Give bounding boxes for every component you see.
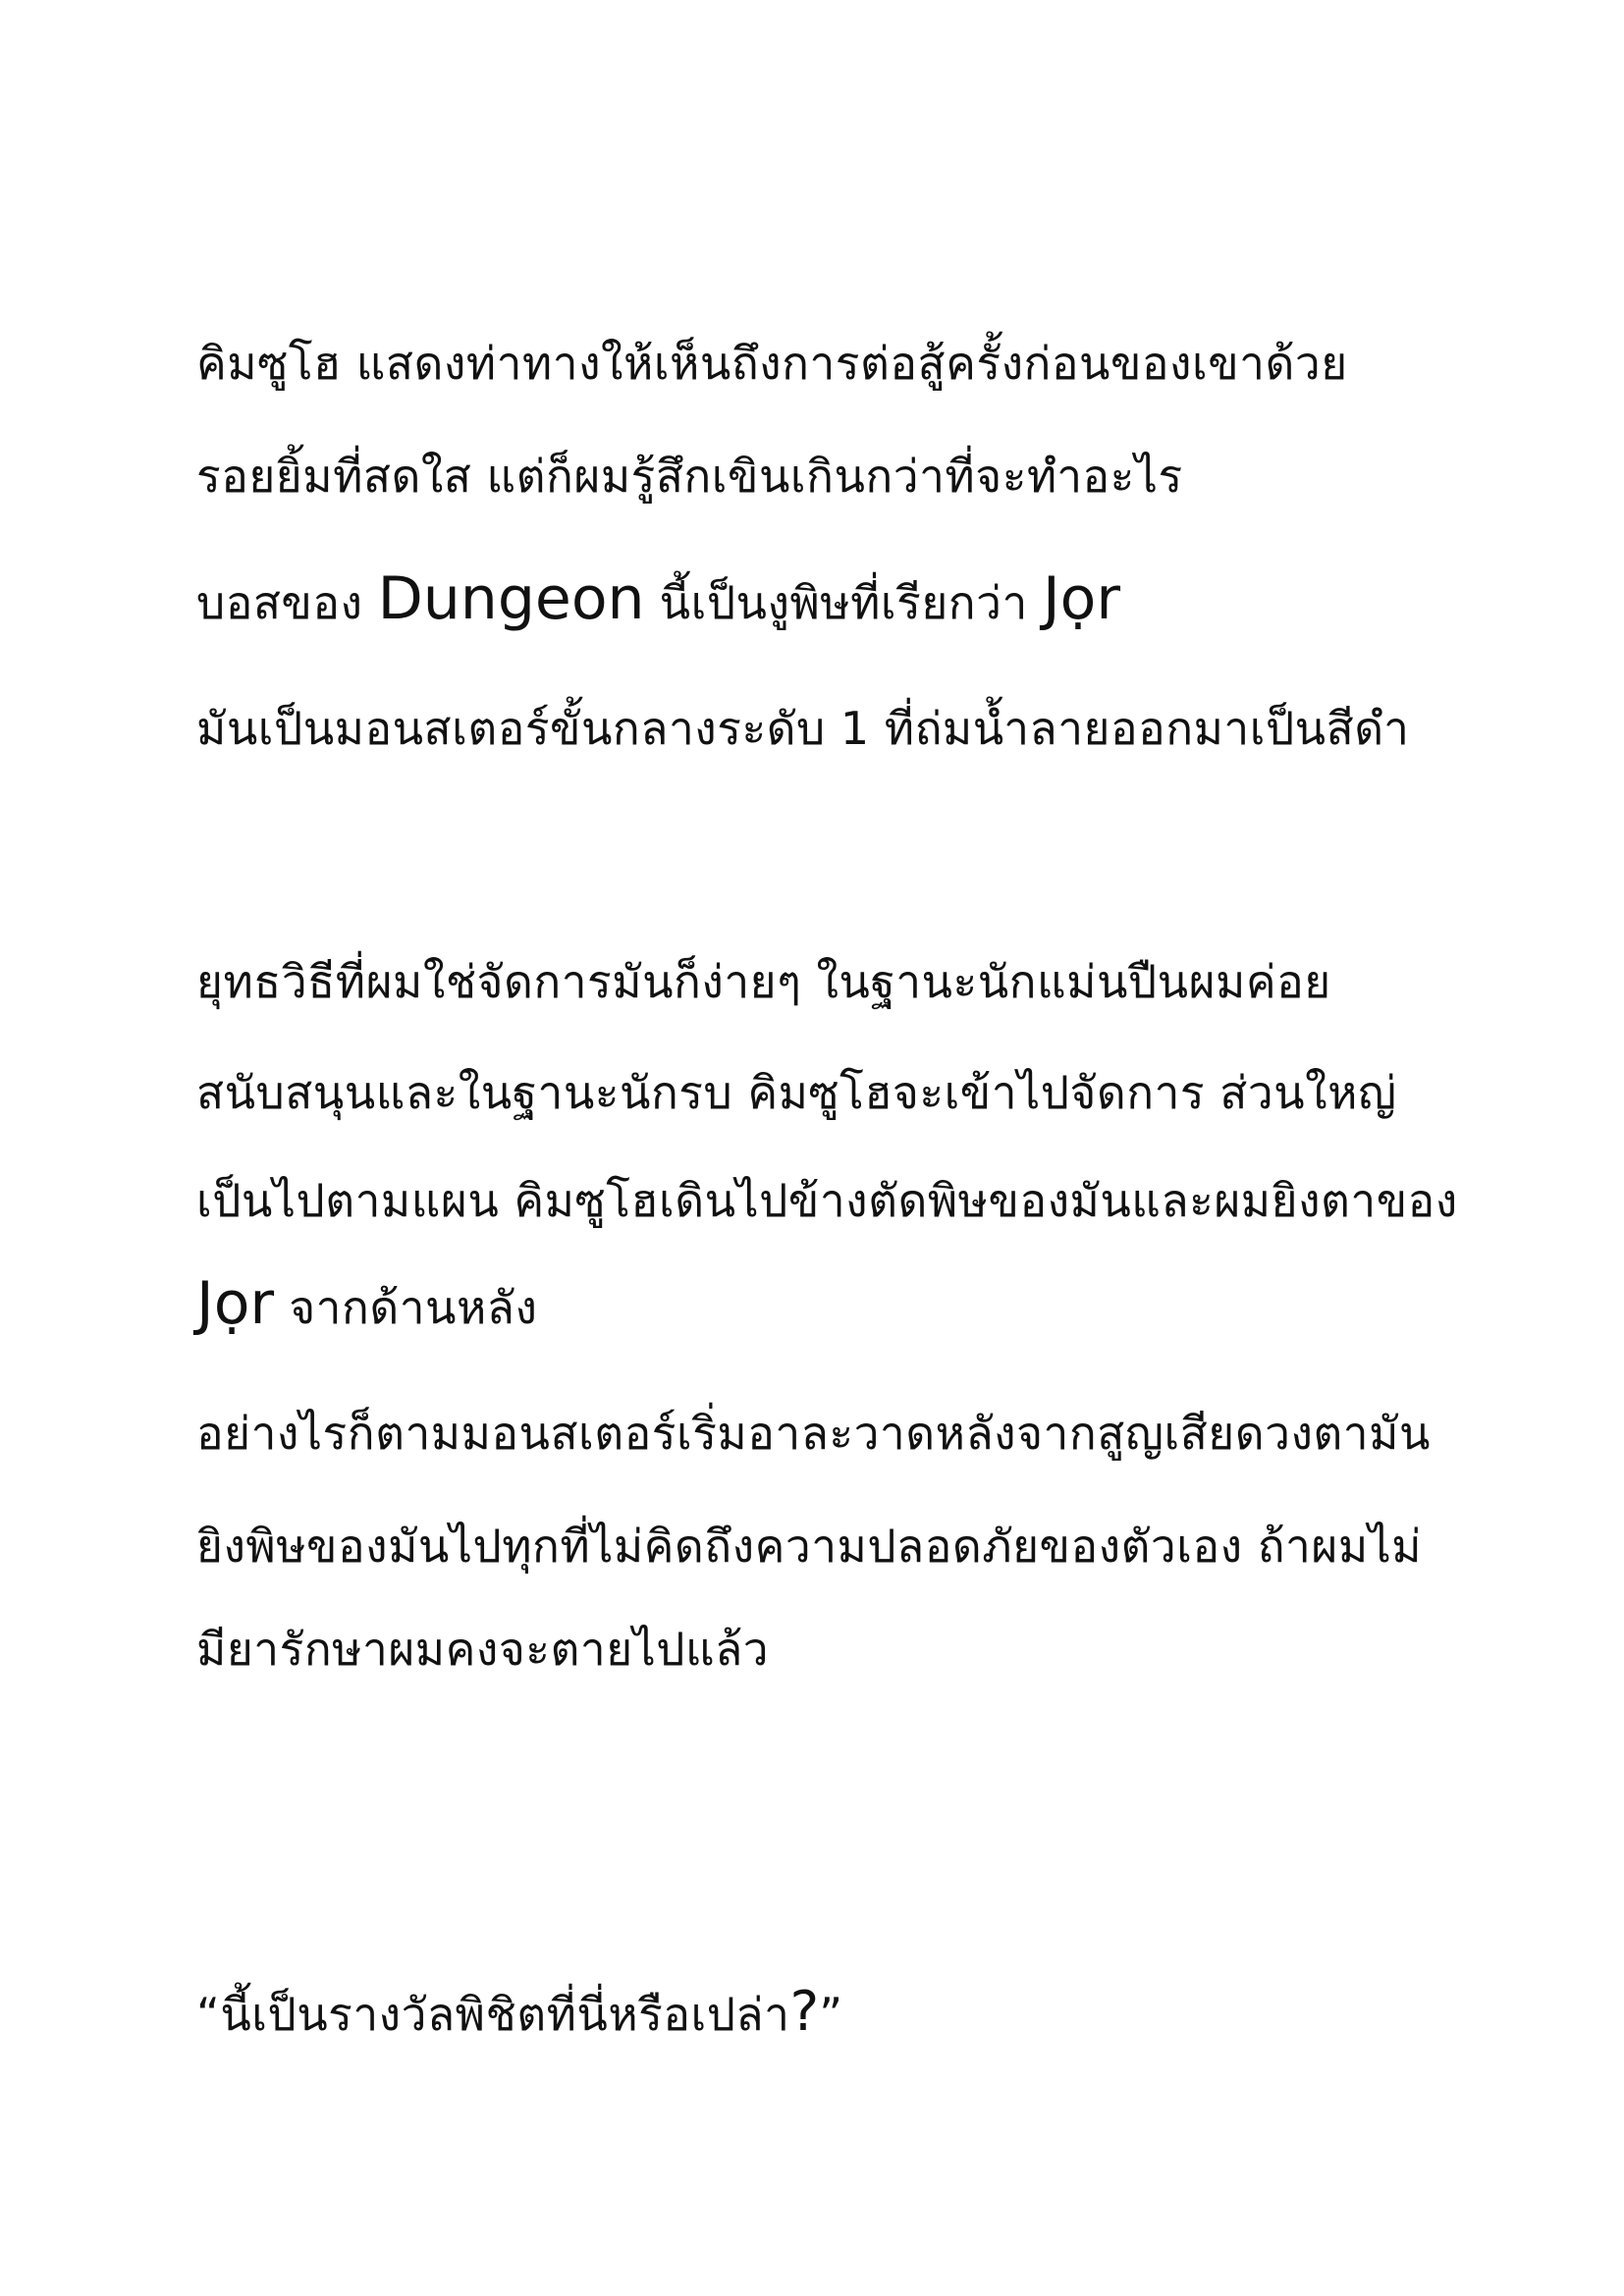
text-line <box>196 699 1409 758</box>
text-line <box>196 1063 1397 1122</box>
text-run: คิมซูโฮ แสดงท่าทางให้เห็นถึงการต่อสู้ครั้งก่อนของเขาด้วย <box>196 337 1348 390</box>
text-line <box>196 1620 769 1679</box>
text-run: เป็นไปตามแผน คิมซูโฮเดินไปข้างตัดพิษของมันและผมยิงตาของ <box>196 1174 1458 1227</box>
latin-word: Dungeon <box>377 564 645 633</box>
text-line <box>196 447 1183 506</box>
text-run: มันเป็นมอนสเตอร์ขั้นกลางระดับ 1 ที่ถ่มน้ำลายออกมาเป็นสีดำ <box>196 702 1410 755</box>
text-line <box>196 334 1348 393</box>
text-line <box>196 1517 1422 1575</box>
text-run: อย่างไรก็ตามมอนสเตอร์เริ่มอาละวาดหลังจากสูญเสียดวงตามัน <box>196 1407 1431 1460</box>
text-run: ยิงพิษของมันไปทุกที่ไม่คิดถึงความปลอดภัยของตัวเอง ถ้าผมไม่ <box>196 1520 1423 1573</box>
text-run: จากด้านหลัง <box>274 1281 538 1334</box>
text-line <box>196 1171 1458 1230</box>
text-run: “นี้เป็นรางวัลพิชิตที่นี่หรือเปล่า <box>196 1988 790 2041</box>
text-line <box>196 952 1331 1011</box>
text-run: บอสของ <box>196 576 378 629</box>
latin-word: Jọr <box>196 1269 275 1338</box>
latin-word: Jọr <box>1042 564 1121 633</box>
text-run: มียารักษาผมคงจะตายไปแล้ว <box>196 1623 770 1676</box>
text-run: นี้เป็นงูพิษที่เรียกว่า <box>644 576 1043 629</box>
text-run: ” <box>819 1988 843 2041</box>
text-line <box>196 1269 538 1338</box>
question-mark: ? <box>789 1980 820 2044</box>
text-line <box>196 564 1121 633</box>
quote-line <box>196 1980 843 2044</box>
text-run: รอยยิ้มที่สดใส แต่ก็ผมรู้สึกเขินเกินกว่าที่จะทำอะไร <box>196 450 1183 503</box>
text-run: สนับสนุนและในฐานะนักรบ คิมซูโฮจะเข้าไปจัดการ ส่วนใหญ่ <box>196 1066 1397 1119</box>
text-line <box>196 1404 1431 1463</box>
text-run: ยุทธวิธีที่ผมใช่จัดการมันก็ง่ายๆ ในฐานะนักแม่นปืนผมค่อย <box>196 955 1331 1008</box>
